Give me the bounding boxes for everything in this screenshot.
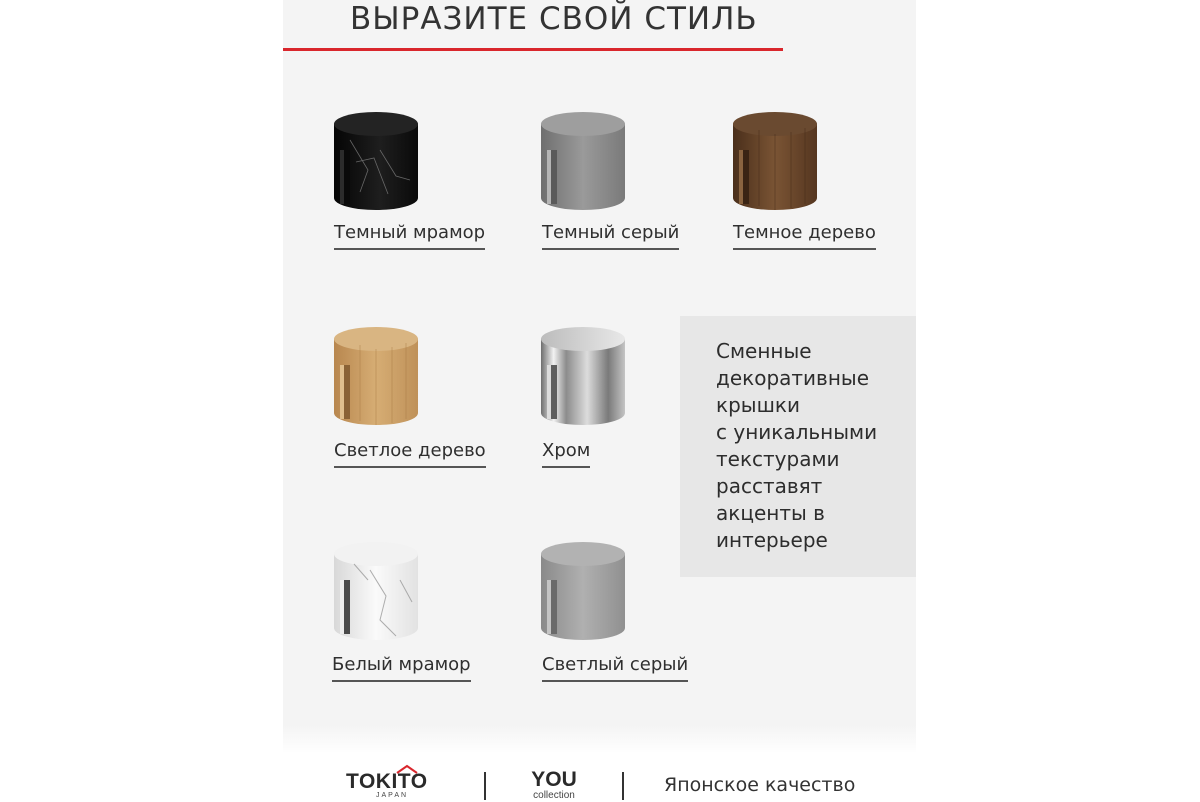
brand-name: TOKITO [346, 770, 428, 793]
brand-sub: JAPAN [376, 792, 409, 799]
info-line: текстурами [716, 447, 840, 471]
light-wood-cap-icon [330, 325, 422, 429]
collection-sub: collection [533, 790, 575, 801]
swatch-white-marble [330, 540, 422, 644]
swatch-dark-wood [729, 110, 821, 214]
footer-tagline: Японское качество [664, 774, 856, 796]
footer-fade [283, 725, 916, 755]
white-marble-cap-icon [330, 540, 422, 644]
swatch-dark-marble [330, 110, 422, 214]
brand-logo [346, 770, 446, 800]
swatch-label: Темное дерево [733, 222, 876, 250]
footer-divider [622, 772, 624, 800]
swatch-label: Светлый серый [542, 654, 688, 682]
swatch-light-wood [330, 325, 422, 429]
info-line: крышки [716, 393, 800, 417]
dark-marble-cap-icon [330, 110, 422, 214]
info-line: декоративные [716, 366, 870, 390]
swatch-label: Светлое дерево [334, 440, 486, 468]
swatch-label: Темный серый [542, 222, 679, 250]
swatch-chrome [537, 325, 629, 429]
info-line: Сменные [716, 339, 812, 363]
footer-divider [484, 772, 486, 800]
dark-wood-cap-icon [729, 110, 821, 214]
swatch-label: Темный мрамор [334, 222, 485, 250]
info-line: интерьере [716, 528, 828, 552]
swatch-label: Белый мрамор [332, 654, 471, 682]
light-grey-cap-icon [537, 540, 629, 644]
swatch-label: Хром [542, 440, 590, 468]
info-text [716, 338, 906, 554]
swatch-dark-grey [537, 110, 629, 214]
info-line: акценты в [716, 501, 825, 525]
info-line: расставят [716, 474, 823, 498]
dark-grey-cap-icon [537, 110, 629, 214]
info-line: с уникальными [716, 420, 878, 444]
swatch-light-grey [537, 540, 629, 644]
info-box [680, 316, 916, 577]
footer [283, 752, 916, 800]
chrome-cap-icon [537, 325, 629, 429]
collection-logo [529, 770, 579, 802]
title-underline [283, 48, 783, 51]
collection-name: YOU [531, 768, 577, 791]
page-title: ВЫРАЗИТЕ СВОЙ СТИЛЬ [350, 1, 758, 37]
